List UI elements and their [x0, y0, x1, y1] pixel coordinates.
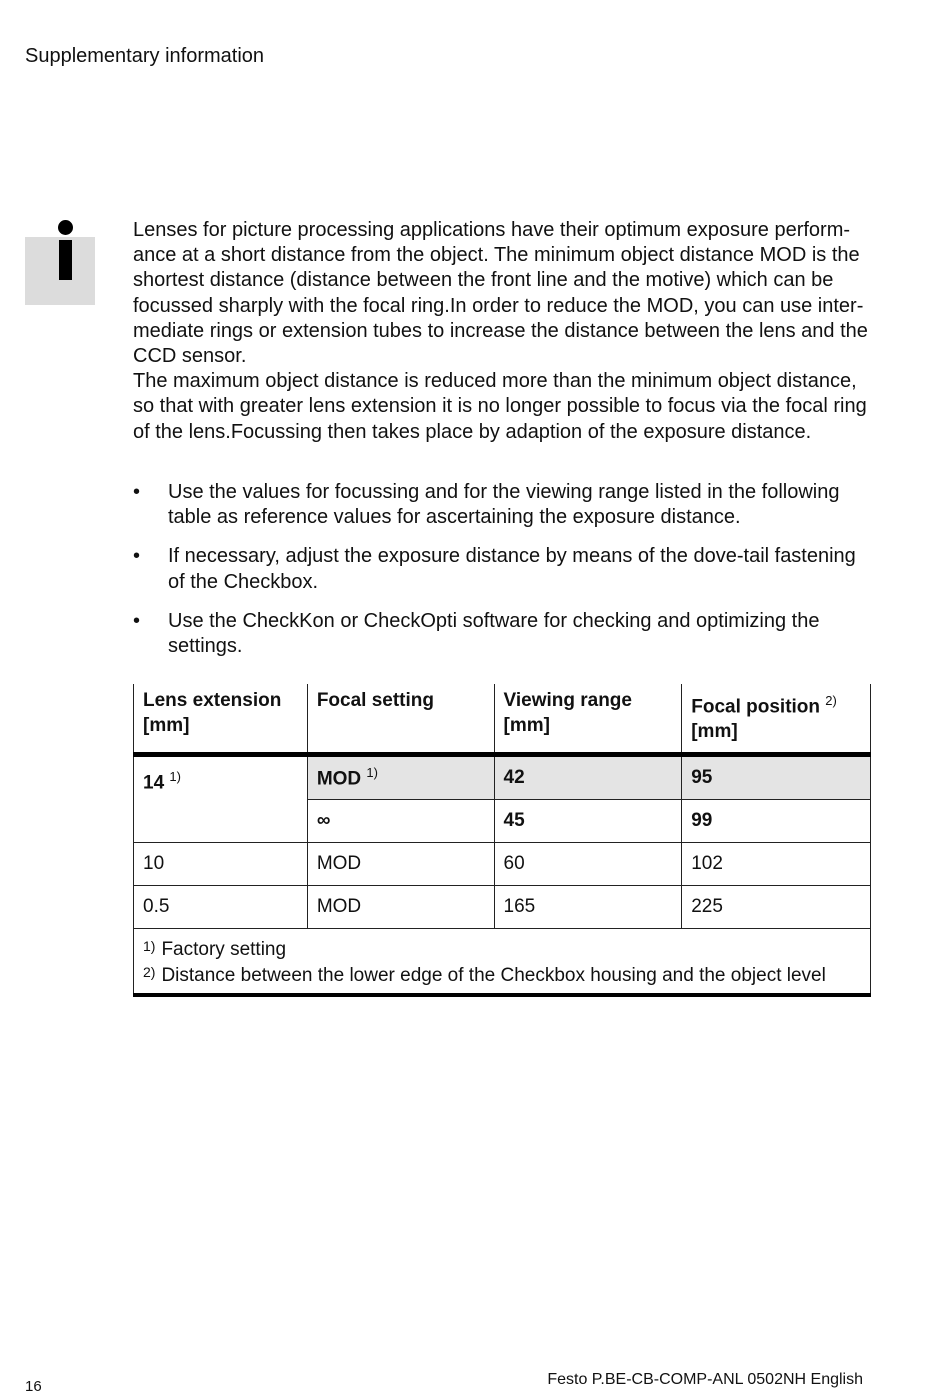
- bullet-text: Use the CheckKon or CheckOpti software for checking and optimizing the settings.: [168, 609, 820, 658]
- bullet-marker: •: [133, 609, 141, 632]
- header-focal-setting: Focal setting: [307, 684, 494, 755]
- cell-lens-extension: 0.5: [134, 886, 308, 929]
- bullet-item: [133, 609, 873, 659]
- cell-focal-setting: ∞: [307, 800, 494, 843]
- footnote-ref: 2): [825, 693, 837, 708]
- page-number: 16: [25, 1378, 42, 1395]
- focus-table: [133, 684, 871, 997]
- info-icon: [54, 216, 78, 286]
- cell-focal-setting: MOD: [307, 886, 494, 929]
- table-row: [134, 886, 871, 929]
- bullet-marker: •: [133, 481, 141, 503]
- table-header-row: [134, 684, 871, 755]
- table-footnotes: [134, 929, 871, 996]
- bullet-marker: •: [133, 545, 141, 568]
- table-row: [134, 755, 871, 800]
- bullet-list: [133, 480, 873, 673]
- footnote-1: $^{1)}$ Factory setting: [143, 938, 287, 960]
- cell-focal-position: 95: [682, 755, 871, 800]
- table-row: [134, 843, 871, 886]
- note-paragraph-1: Lenses for picture processing applications have their optimum exposure perform-ance at a short distance from the object. The minimum object distance MOD is the shortest distance (distance between the front line and the motive) which can be focussed sharply with the focal ring.In order to reduce the MOD, you can use inter-mediate rings or extension tubes to increase the distance between the lens and the CCD sensor.: [133, 219, 868, 368]
- cell-focal-setting: MOD: [307, 843, 494, 886]
- cell-lens-extension: 14 $^{1)}$: [134, 755, 308, 843]
- footnote-2: $^{2)}$ Distance between the lower edge of the Checkbox housing and the object level: [143, 964, 826, 986]
- bullet-item: [133, 480, 873, 530]
- bullet-text: Use the values for focussing and for the viewing range listed in the following table as reference values for ascertaining the exposure distance.: [168, 481, 840, 529]
- page-header: Supplementary information: [25, 45, 265, 67]
- cell-focal-position: 225: [682, 886, 871, 929]
- header-focal-position: Focal position $^{2)}$ [mm]: [682, 684, 871, 755]
- cell-viewing-range: 60: [494, 843, 682, 886]
- info-icon-dot: [58, 220, 73, 235]
- note-paragraph-2: The maximum object distance is reduced more than the minimum object distance, so that with greater lens extension it is no longer possible to focus via the focal ring of the lens.Focussing then takes place by adaption of the exposure distance.: [133, 370, 867, 443]
- cell-viewing-range: 165: [494, 886, 682, 929]
- footnote-ref: 1): [169, 769, 181, 784]
- header-viewing-range: Viewing range [mm]: [494, 684, 682, 755]
- bullet-text: If necessary, adjust the exposure distance by means of the dove-tail fastening of the Checkbox.: [168, 545, 856, 593]
- cell-viewing-range: 42: [494, 755, 682, 800]
- cell-focal-position: 102: [682, 843, 871, 886]
- cell-focal-setting: MOD $^{1)}$: [307, 755, 494, 800]
- cell-viewing-range: 45: [494, 800, 682, 843]
- footnote-ref: 1): [366, 765, 378, 781]
- bullet-item: [133, 544, 873, 594]
- info-note: [133, 218, 873, 445]
- footnotes-cell: [134, 929, 871, 996]
- document-id: Festo P.BE-CB-COMP-ANL 0502NH English: [547, 1371, 863, 1388]
- cell-focal-position: 99: [682, 800, 871, 843]
- header-lens-extension: Lens extension [mm]: [134, 684, 308, 755]
- info-icon-stem: [59, 240, 72, 280]
- cell-lens-extension: 10: [134, 843, 308, 886]
